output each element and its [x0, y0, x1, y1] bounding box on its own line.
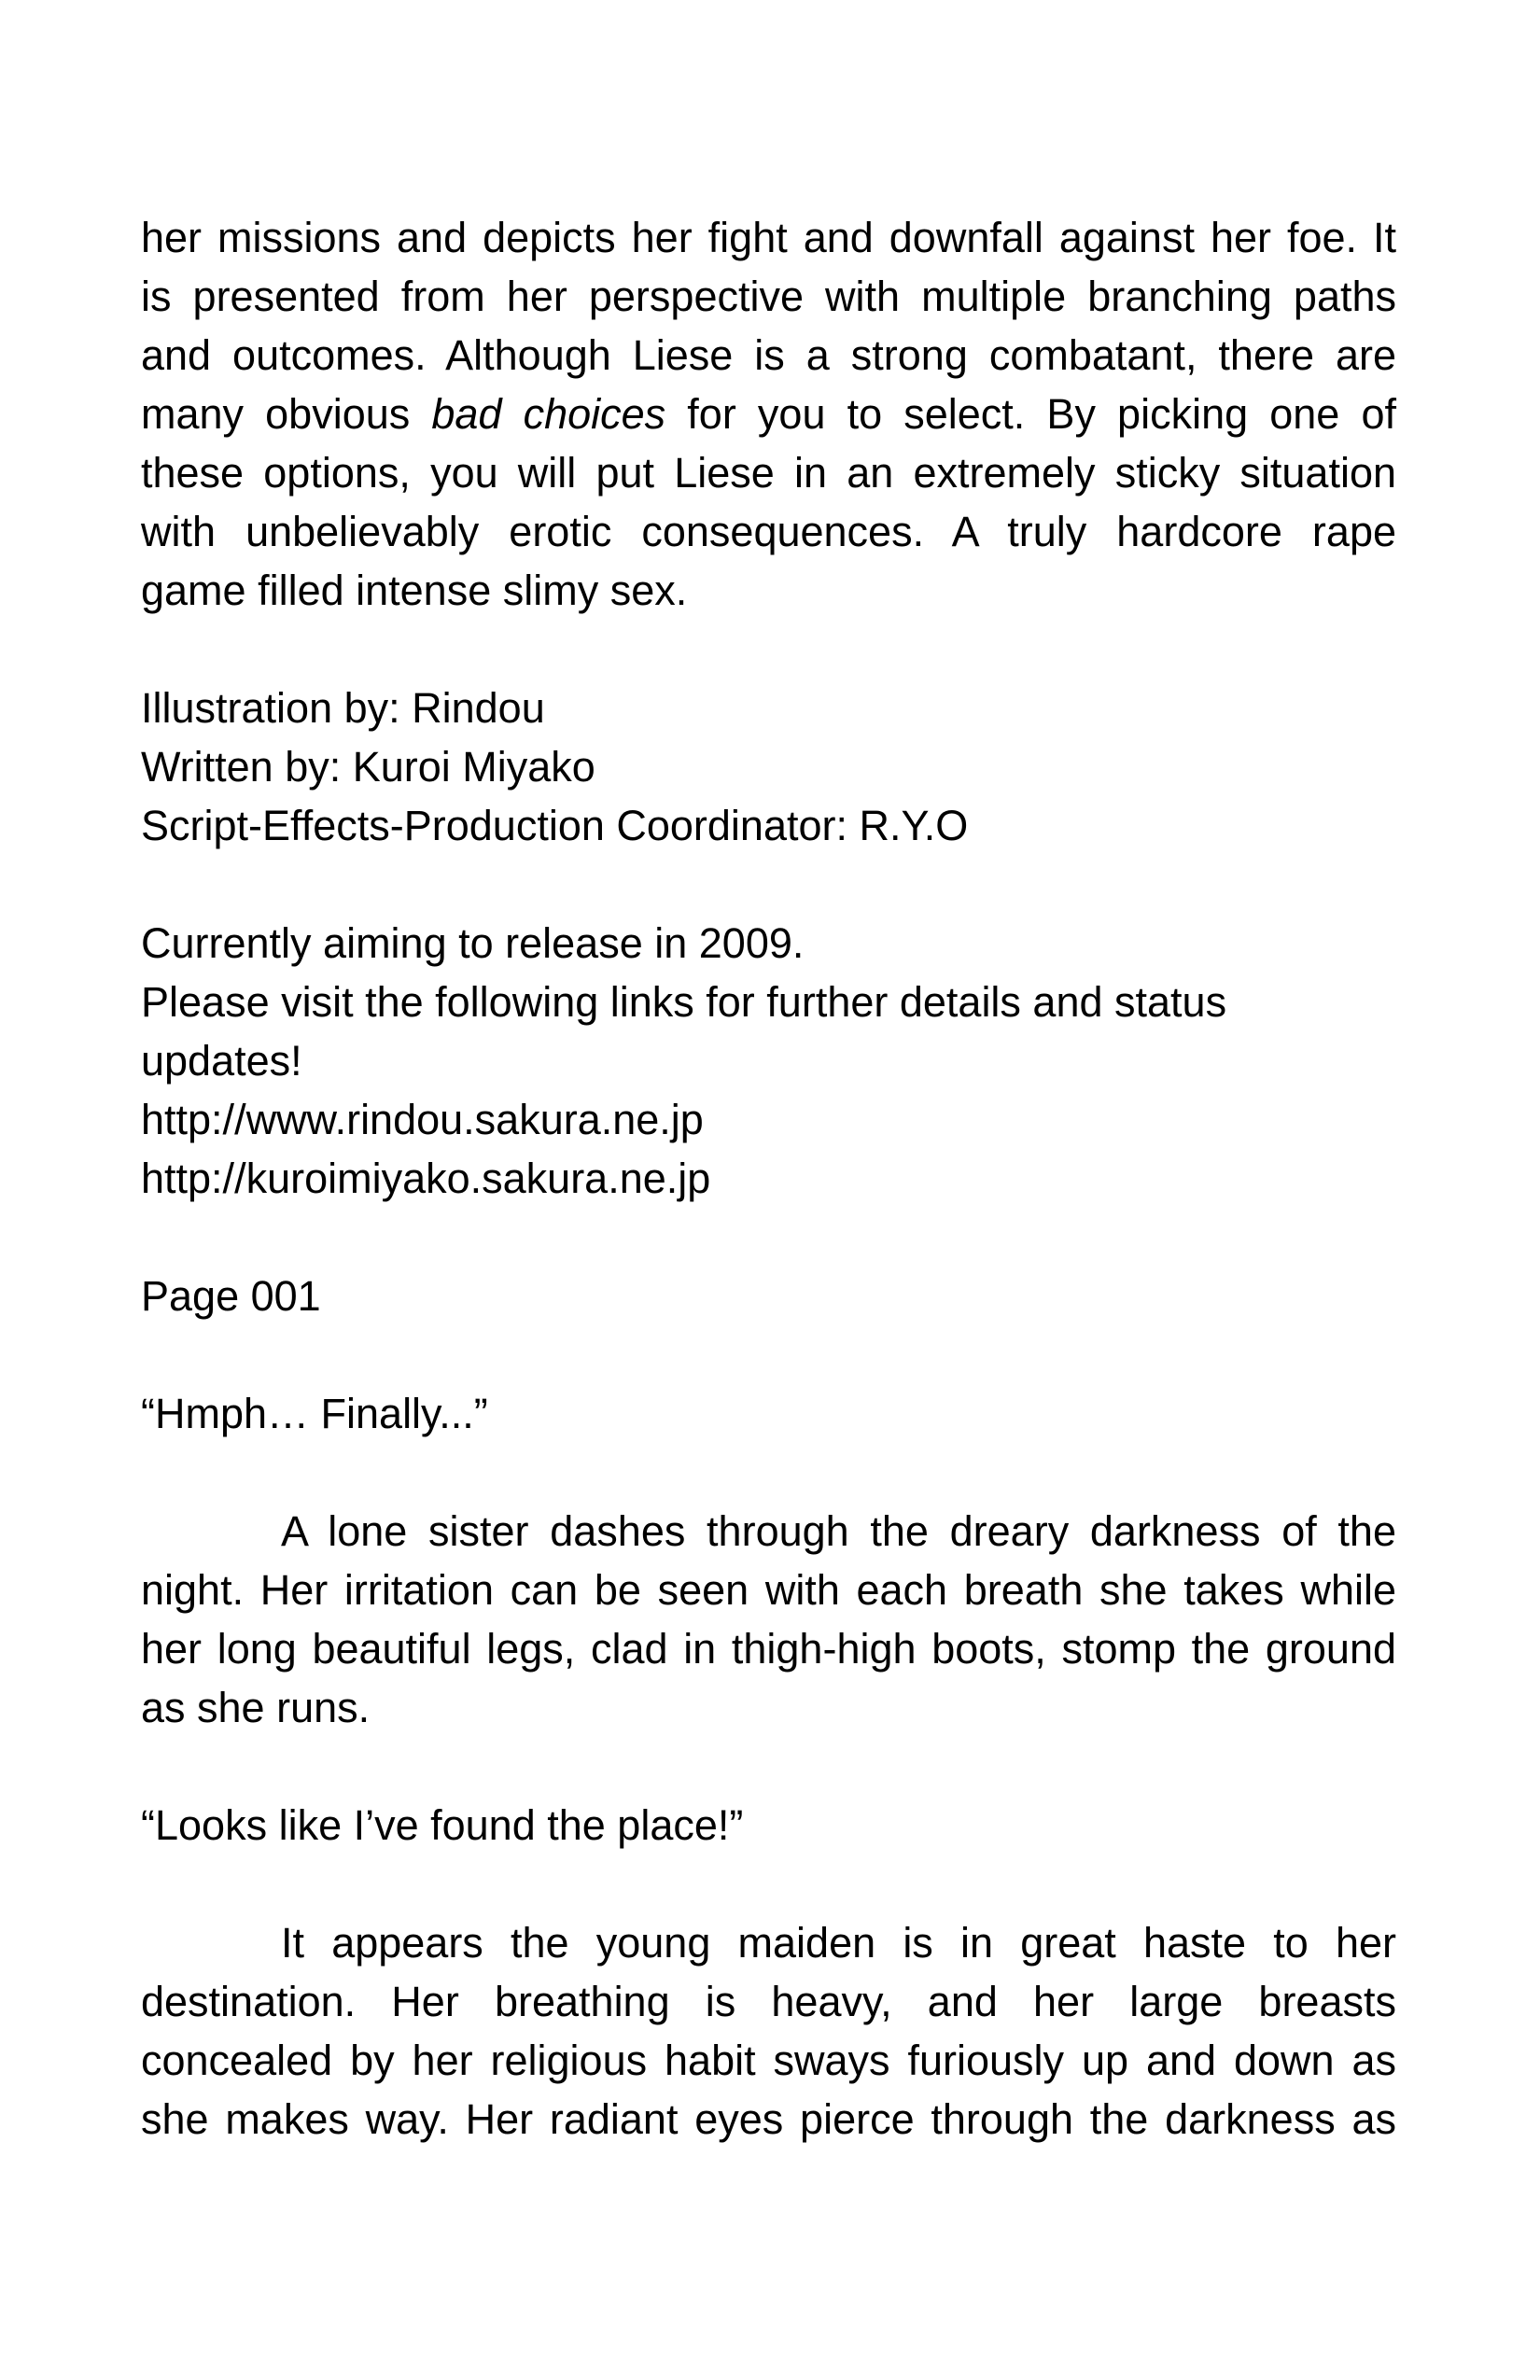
blank-line — [141, 620, 1396, 679]
text-line: Please visit the following links for further details and status — [141, 978, 1227, 1026]
blank-line — [141, 855, 1396, 914]
text-line: and outcomes. Although Liese is a strong combatant, there are — [141, 331, 1396, 379]
url-text: http://kuroimiyako.sakura.ne.jp — [141, 1155, 711, 1202]
text-line: with unbelievably erotic consequences. A truly hardcore rape — [141, 508, 1396, 555]
text-line: game filled intense slimy sex. — [141, 567, 688, 614]
blank-line — [141, 1855, 1396, 1913]
illustration-credit-line: Illustration by: Rindou — [141, 684, 545, 732]
text-line: her long beautiful legs, clad in thigh-high boots, stomp the ground — [141, 1625, 1396, 1673]
blank-line — [141, 1443, 1396, 1502]
credits-block — [141, 679, 1396, 855]
narration-paragraph-1 — [141, 1502, 1396, 1737]
dialogue-line: “Looks like I’ve found the place!” — [141, 1801, 744, 1849]
text-line: concealed by her religious habit sways furiously up and down as — [141, 2037, 1396, 2084]
blank-line — [141, 1325, 1396, 1384]
text-line: as she runs. — [141, 1684, 371, 1731]
text-run: for you to select. By picking one of — [665, 390, 1396, 438]
text-line: her missions and depicts her fight and downfall against her foe. It — [141, 214, 1396, 261]
text-line: night. Her irritation can be seen with each breath she takes while — [141, 1566, 1396, 1614]
text-line: Currently aiming to release in 2009. — [141, 919, 805, 967]
text-line: It appears the young maiden is in great haste to her — [281, 1919, 1396, 1967]
dialogue-line: “Hmph… Finally...” — [141, 1390, 488, 1437]
text-line: these options, you will put Liese in an extremely sticky situation — [141, 449, 1396, 497]
url-text: http://www.rindou.sakura.ne.jp — [141, 1096, 704, 1143]
release-info-block — [141, 914, 1396, 1208]
page-marker: Page 001 — [141, 1272, 321, 1320]
blank-line — [141, 1208, 1396, 1267]
text-line: is presented from her perspective with multiple branching paths — [141, 273, 1396, 320]
text-body — [141, 208, 1396, 2149]
coordinator-credit-line: Script-Effects-Production Coordinator: R.Y.O — [141, 802, 969, 849]
text-line: A lone sister dashes through the dreary darkness of the — [281, 1507, 1396, 1555]
narration-paragraph-2 — [141, 1913, 1396, 2149]
intro-paragraph — [141, 208, 1396, 620]
blank-line — [141, 1737, 1396, 1796]
writing-credit-line: Written by: Kuroi Miyako — [141, 743, 595, 791]
italic-text-run: bad choices — [431, 390, 666, 438]
text-run: many obvious — [141, 390, 432, 438]
text-line: she makes way. Her radiant eyes pierce through the darkness as — [141, 2095, 1396, 2143]
text-line: destination. Her breathing is heavy, and her large breasts — [141, 1978, 1396, 2025]
text-line — [141, 385, 1396, 443]
text-line: updates! — [141, 1037, 302, 1085]
